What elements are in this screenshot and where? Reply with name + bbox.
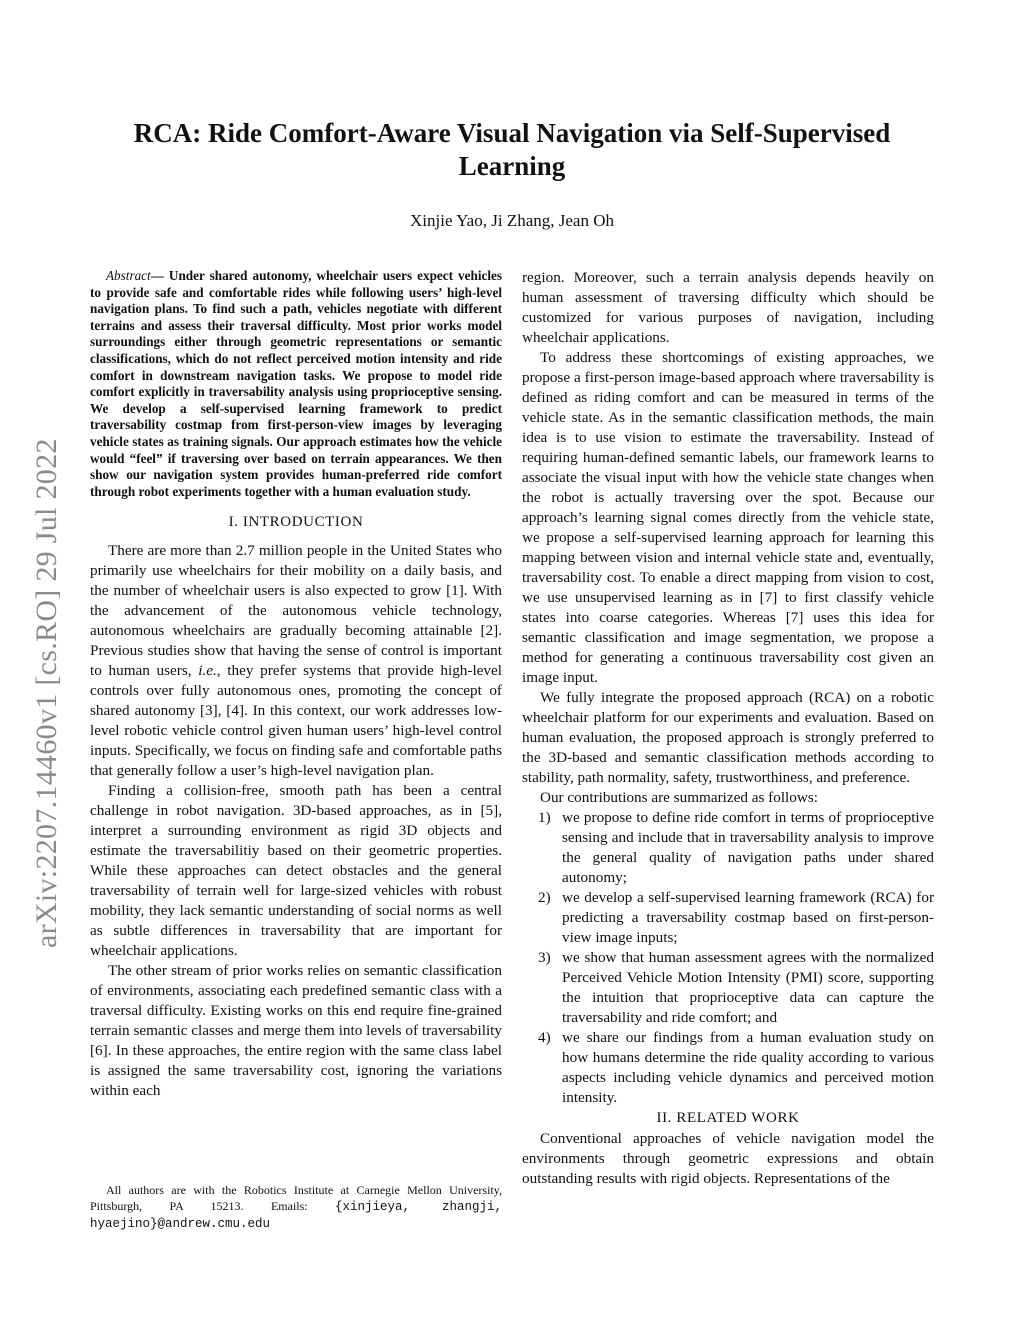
intro-paragraph-2: Finding a collision-free, smooth path has been a central challenge in robot navigation. 3D-based approaches, as in [5], interpret a surrounding environment as rigid 3D objects and estimate the traversabilitiy based on their geometric properties. While these approaches can detect obstacles and the general traversability of terrain well for large-sized vehicles with robust mobility, they lack semantic understanding of social norms as well as subtle differences in traversability that are important for wheelchair applications. (90, 782, 502, 960)
author-footnote: All authors are with the Robotics Institute at Carnegie Mellon University, Pittsburgh, PA 15213. Emails: {xinjieya, zhangji, hyaejino}@andrew.cmu.edu (90, 1183, 502, 1231)
section-heading-related-work: II. RELATED WORK (656, 1110, 800, 1126)
intro-paragraph-3: The other stream of prior works relies on semantic classification of environments, associating each predefined semantic class with a traversal difficulty. Existing works on this end require fine-grained terrain semantic classes and merge them into levels of traversability [6]. In these approaches, the entire region with the same class label is assigned the same traversability cost, ignoring the variations within each (90, 962, 502, 1100)
ie-abbrev: i.e. (198, 662, 217, 680)
intro-paragraph-6: Our contributions are summarized as follows: (540, 789, 818, 806)
contributions-list (522, 808, 934, 1108)
abstract-dash: — (150, 268, 169, 283)
right-column (522, 268, 934, 1189)
intro-paragraph-5: We fully integrate the proposed approach (RCA) on a robotic wheelchair platform for our experiments and evaluation. Based on human evaluation, the proposed approach is strongly preferred to the 3D-based and semantic classification methods according to stability, path normality, safety, trustworthiness, and preference. (522, 689, 934, 786)
abstract-text: Under shared autonomy, wheelchair users expect vehicles to provide safe and comfortable rides while following users’ high-level navigation plans. To find such a path, vehicles negotiate with different terrains and assess their traversal difficulty. Most prior works model surroundings either through geometric representations or semantic classifications, which do not reflect perceived motion intensity and ride comfort in downstream navigation tasks. We propose to model ride comfort explicitly in traversability analysis using proprioceptive sensing. We develop a self-supervised learning framework to predict traversability costmap from first-person-view images by leveraging vehicle states as training signals. Our approach estimates how the vehicle would “feel” if traversing over based on terrain appearances. We then show our navigation system provides human-preferred ride comfort through robot experiments together with a human evaluation study. (90, 268, 503, 499)
list-item: 1) we propose to define ride comfort in terms of proprioceptive sensing and include that in traversability analysis to improve the general quality of navigation paths under shared autonomy; (538, 809, 934, 886)
section-heading-introduction: I. INTRODUCTION (228, 514, 364, 531)
author-list: Xinjie Yao, Ji Zhang, Jean Oh (410, 211, 614, 230)
abstract (90, 268, 502, 500)
paper-title: RCA: Ride Comfort-Aware Visual Navigation via Self-Supervised Learning (133, 118, 891, 181)
intro-paragraph-4: To address these shortcomings of existing approaches, we propose a first-person image-based approach where traversability is defined as riding comfort and can be measured in terms of the vehicle state. As in the semantic classification methods, the main idea is to use vision to estimate the traversability. Instead of requiring human-defined semantic labels, our framework learns to associate the visual input with how the vehicle state changes when the robot is actually traversing over the spot. Because our approach’s learning signal comes directly from the vehicle state, we propose a self-supervised learning approach for learning this mapping between vision and internal vehicle state and, eventually, traversability cost. To enable a direct mapping from vision to cost, we use unsupervised learning as in [7] to first classify vehicle states into coarse categories. Whereas [7] uses this idea for semantic classification and image segmentation, we propose a method for generating a continuous traversability cost given an image input. (522, 349, 934, 686)
list-item: 2) we develop a self-supervised learning framework (RCA) for predicting a traversability costmap based on first-person-view image inputs; (538, 889, 934, 946)
author-emails: {xinjieya, zhangji, hyaejino}@andrew.cmu.edu (90, 1200, 502, 1231)
related-paragraph-1: Conventional approaches of vehicle navigation model the environments through geometric expressions and obtain outstanding results with rigid objects. Representations of the (522, 1130, 934, 1187)
list-item: 4) we share our findings from a human evaluation study on how humans determine the ride quality according to various aspects including vehicle dynamics and perceived motion intensity. (538, 1029, 934, 1106)
arxiv-identifier: arXiv:2207.14460v1 [cs.RO] 29 Jul 2022 (30, 438, 63, 948)
list-item: 3) we show that human assessment agrees with the normalized Perceived Vehicle Motion Intensity (PMI) score, supporting the intuition that proprioceptive data can capture the traversability and ride comfort; and (538, 949, 934, 1026)
left-column (90, 268, 502, 1101)
intro-paragraph-1: There are more than 2.7 million people in the United States who primarily use wheelchairs for their mobility on a daily basis, and the number of wheelchair users is also expected to grow [1]. With the advancement of the autonomous vehicle technology, autonomous wheelchairs are gradually becoming attainable [2]. Previous studies show that having the sense of control is important to human users, i.e., they prefer systems that provide high-level controls over fully autonomous ones, promoting the concept of shared autonomy [3], [4]. In this context, our work addresses low-level robotic vehicle control given human users’ high-level control inputs. Specifically, we focus on finding safe and comfortable paths that generally follow a user’s high-level navigation plan. (90, 542, 502, 780)
abstract-label: Abstract (106, 268, 151, 283)
intro-paragraph-3-continued: region. Moreover, such a terrain analysis depends heavily on human assessment of traversing difficulty which should be customized for various purposes of navigation, including wheelchair applications. (522, 269, 934, 346)
